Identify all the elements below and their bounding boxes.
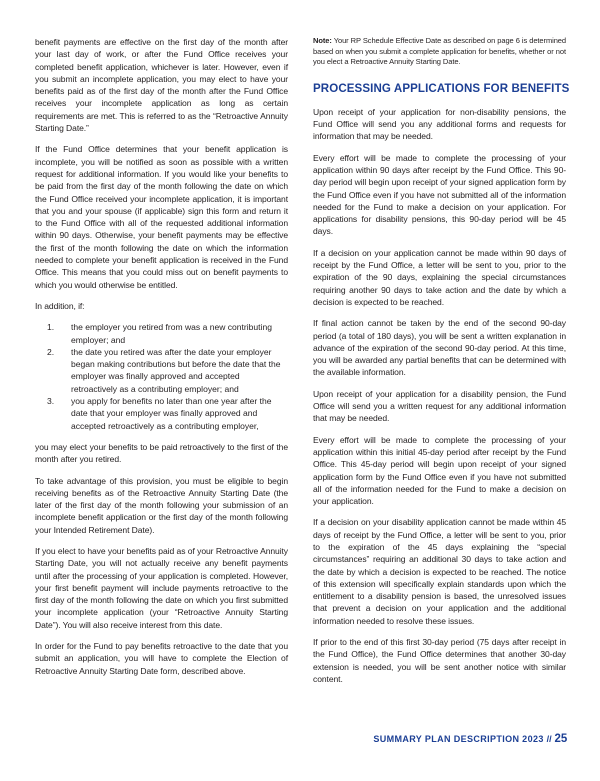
paragraph: If you elect to have your benefits paid as of your Retroactive Annuity Starting Date, you will not actually receive any benefit payments until after the processing of your application is completed. However, your first benefit payment will include payments retroactive to the first day of the month following the date on which you first submitted your incomplete application (your “Retroactive Annuity Starting Date”). You will also receive interest from this date. <box>35 545 288 630</box>
paragraph: Upon receipt of your application for a disability pension, the Fund Office will send you a written request for any additional information that may be needed. <box>313 388 566 424</box>
footer-separator: // <box>546 734 552 745</box>
list-item: the employer you retired from was a new contributing employer; and <box>71 322 272 345</box>
paragraph: If final action cannot be taken by the end of the second 90-day period (a total of 180 days), you will be sent a written explanation in advance of the expiration of the second 90-day period. At this time, you will be awarded any partial benefits that can be determined with the available information. <box>313 318 566 378</box>
paragraph: To take advantage of this provision, you must be eligible to begin receiving benefits as of the Retroactive Annuity Starting Date (the later of the first day of the month following your submission of an incomplete benefit application or the first day of the month following your Intended Retirement Date). <box>35 475 288 535</box>
list-item: the date you retired was after the date your employer began making contributions but before the date that the employer was finally approved and accepted retroactively as a contributing employer; and <box>71 346 281 394</box>
paragraph: Every effort will be made to complete the processing of your application within 90 days after receipt by the Fund Office. This 90-day period will begin upon receipt of your signed application form by the Fund Office even if you have not submitted all of the information needed for the Fund to make a decision on your application. For applications for disability pensions, this 90-day period will be 45 days. <box>313 152 566 237</box>
note-label: Note: <box>313 36 332 45</box>
note-block <box>313 36 566 68</box>
section-heading: PROCESSING APPLICATIONS FOR BENEFITS <box>313 80 570 95</box>
paragraph: If a decision on your application cannot be made within 90 days of receipt by the Fund Office, a letter will be sent to you, prior to the expiration of the 90 days, explaining the special circumstances requiring another 90 days to take action and the date by which a decision is expected to be reached. <box>313 247 566 307</box>
left-column <box>35 36 288 686</box>
paragraph: you may elect your benefits to be paid retroactively to the first of the month after you retired. <box>35 441 288 465</box>
list-intro: In addition, if: <box>35 300 85 311</box>
paragraph: benefit payments are effective on the first day of the month after your last day of work, or after the Fund Office receives your completed benefit application, whichever is later. However, even if you submit an incomplete application, you may elect to have your benefits paid as of the first day of the month after the Fund Office receives your incomplete application as long as certain requirements are met. This is referred to as the “Retroactive Annuity Starting Date.” <box>35 37 288 134</box>
list-item: you apply for benefits no later than one year after the date that your employer was finally approved and accepted retroactively as a contributing employer, <box>71 396 272 431</box>
page-number: 25 <box>554 731 567 745</box>
paragraph: Every effort will be made to complete the processing of your application within this initial 45-day period after receipt by the Fund Office. This 45-day period will begin upon receipt of your signed application form by the Fund Office even if you have not submitted all of the information needed for the Fund to make a decision on your application. <box>313 434 566 507</box>
numbered-list <box>35 321 288 432</box>
right-column <box>313 36 570 694</box>
page-footer <box>373 731 567 745</box>
paragraph: In order for the Fund to pay benefits retroactive to the date that you submit an application, you will have to complete the Election of Retroactive Annuity Starting Date form, described above. <box>35 641 288 676</box>
paragraph: Upon receipt of your application for non-disability pensions, the Fund Office will send you any additional forms and requests for information that may be needed. <box>313 106 566 142</box>
two-column-layout <box>35 36 570 694</box>
paragraph: If the Fund Office determines that your benefit application is incomplete, you will be notified as soon as possible with a written request for additional information. If you would like your benefits to be paid from the first day of the month following the date on which the Fund Office received your incomplete application, it is important that you and your spouse (if applicable) sign this form and return it to the Fund Office with all of the requested additional information within 90 days. Otherwise, your benefit payments may be effective the first of the month following the date on which the information needed to complete your benefit application is received in the Fund Office. This means that you could miss out on benefit payments to which you would otherwise be entitled. <box>35 144 288 290</box>
paragraph: If prior to the end of this first 30-day period (75 days after receipt in the Fund Office), the Fund Office determines that another 30-day extension is needed, you will be sent another notice with similar content. <box>313 637 566 684</box>
note-text: Your RP Schedule Effective Date as described on page 6 is determined based on when you submit a complete application for benefits, whether or not you elect a Retroactive Annuity Starting Date. <box>313 36 566 67</box>
footer-title: SUMMARY PLAN DESCRIPTION 2023 <box>373 734 544 745</box>
paragraph: If a decision on your disability application cannot be made within 45 days of receipt by the Fund Office, a letter will be sent to you, prior to the expiration of the 45 days explaining the “special circumstances” requiring an additional 30 days to take action and the date by which a decision is expected to be reached. The notice of this extension will specifically explain standards upon which the entitlement to a disability pension is based, the unresolved issues that prevent a decision on your application and the additional information needed to resolve these issues. <box>313 517 566 626</box>
